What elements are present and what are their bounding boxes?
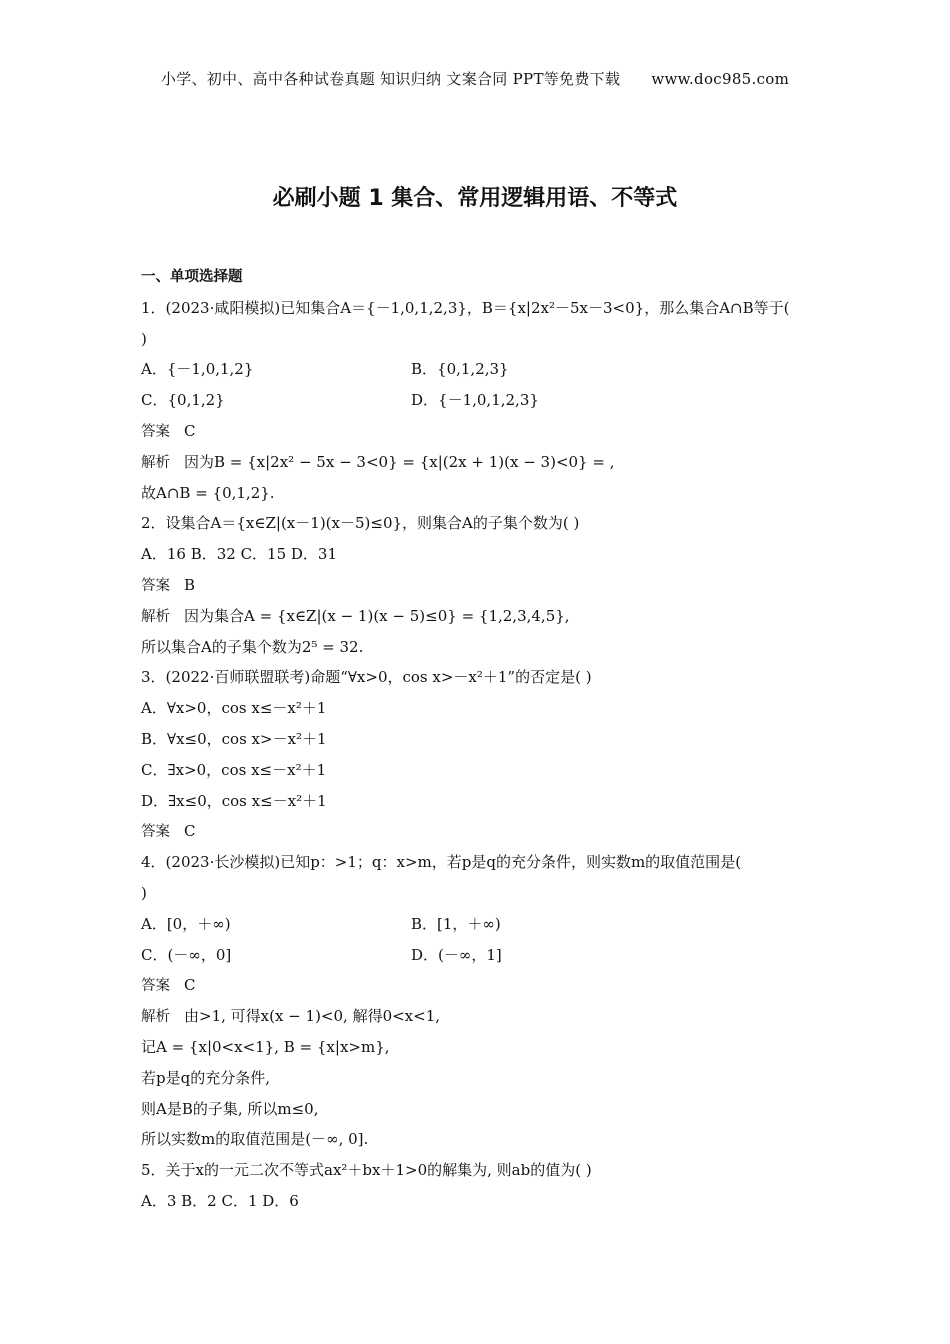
solution-label: 解析	[141, 1009, 170, 1026]
question-4-options-row-2	[141, 940, 821, 971]
answer-label: 答案	[141, 824, 170, 841]
question-4-options-row-1	[141, 909, 821, 940]
solution-text: 因为B = {x|2x² − 5x − 3<0} = {x|(2x + 1)(x − 3)<0} = ,	[184, 452, 615, 471]
header-site[interactable]: www.doc985.com	[651, 70, 790, 88]
answer-label: 答案	[141, 423, 170, 440]
answer-value: C	[184, 822, 196, 841]
solution-text: 因为集合A = {x∈Z|(x − 1)(x − 5)≤0} = {1,2,3,4,5},	[184, 606, 570, 625]
question-1-stem-end: )	[141, 329, 147, 348]
question-2-answer	[141, 570, 821, 601]
question-4-option-b: B．[1，＋∞)	[411, 914, 501, 933]
question-4-answer	[141, 970, 821, 1001]
question-4-option-a: A．[0，＋∞)	[141, 914, 231, 933]
document-body	[141, 262, 821, 1217]
solution-label: 解析	[141, 608, 170, 625]
question-3-option-d: D．∃x≤0，cos x≤－x²＋1	[141, 791, 327, 810]
question-1-solution-line-2: 故A∩B = {0,1,2}.	[141, 483, 275, 502]
question-4-solution-line-3: 若p是q的充分条件,	[141, 1068, 270, 1087]
question-3-answer	[141, 816, 821, 847]
question-4-solution-line-4: 则A是B的子集, 所以m≤0,	[141, 1099, 319, 1118]
page-title: 必刷小题 1 集合、常用逻辑用语、不等式	[272, 186, 678, 211]
question-4-solution-line-5: 所以实数m的取值范围是(－∞, 0].	[141, 1130, 369, 1149]
question-1-stem: 1．(2023·咸阳模拟)已知集合A＝{－1,0,1,2,3}，B＝{x|2x²－5x－3<0}，那么集合A∩B等于(	[141, 298, 790, 317]
answer-value: C	[184, 421, 196, 440]
question-2-options: A．16 B．32 C．15 D．31	[141, 545, 338, 564]
question-5-options: A．3 B．2 C．1 D．6	[141, 1191, 299, 1210]
question-3-option-a: A．∀x>0，cos x≤－x²＋1	[141, 699, 327, 718]
answer-value: C	[184, 976, 196, 995]
question-5-stem: 5．关于x的一元二次不等式ax²＋bx＋1>0的解集为, 则ab的值为( )	[141, 1161, 592, 1180]
solution-label: 解析	[141, 454, 170, 471]
answer-label: 答案	[141, 577, 170, 594]
question-3-stem: 3．(2022·百师联盟联考)命题“∀x>0，cos x>－x²＋1”的否定是( )	[141, 668, 592, 687]
question-1-solution	[141, 447, 821, 478]
question-4-stem: 4．(2023·长沙模拟)已知p：>1；q：x>m，若p是q的充分条件，则实数m的取值范围是(	[141, 853, 742, 872]
answer-value: B	[184, 575, 196, 594]
question-2-solution-line-2: 所以集合A的子集个数为2⁵ = 32.	[141, 637, 364, 656]
section-heading: 一、单项选择题	[141, 269, 243, 285]
header-text: 小学、初中、高中各种试卷真题 知识归纳 文案合同 PPT等免费下载	[160, 70, 621, 88]
page-header	[0, 68, 950, 89]
question-4-solution	[141, 1001, 821, 1032]
question-1-option-b: B．{0,1,2,3}	[411, 360, 509, 379]
question-2-stem: 2．设集合A＝{x∈Z|(x－1)(x－5)≤0}，则集合A的子集个数为( )	[141, 514, 580, 533]
question-3-option-c: C．∃x>0，cos x≤－x²＋1	[141, 760, 327, 779]
question-4-stem-end: )	[141, 883, 147, 902]
question-1-option-d: D．{－1,0,1,2,3}	[411, 391, 539, 410]
question-1-option-c: C．{0,1,2}	[141, 391, 225, 410]
solution-text: 由>1, 可得x(x − 1)<0, 解得0<x<1,	[184, 1007, 441, 1026]
question-4-solution-line-2: 记A = {x|0<x<1}, B = {x|x>m},	[141, 1037, 390, 1056]
question-1-answer	[141, 416, 821, 447]
question-3-option-b: B．∀x≤0，cos x>－x²＋1	[141, 729, 327, 748]
question-1-options-row-1	[141, 354, 821, 385]
question-1-options-row-2	[141, 385, 821, 416]
question-2-solution	[141, 601, 821, 632]
question-4-option-d: D．(－∞，1]	[411, 945, 502, 964]
answer-label: 答案	[141, 978, 170, 995]
question-1-option-a: A．{－1,0,1,2}	[141, 360, 254, 379]
question-4-option-c: C．(－∞，0]	[141, 945, 232, 964]
